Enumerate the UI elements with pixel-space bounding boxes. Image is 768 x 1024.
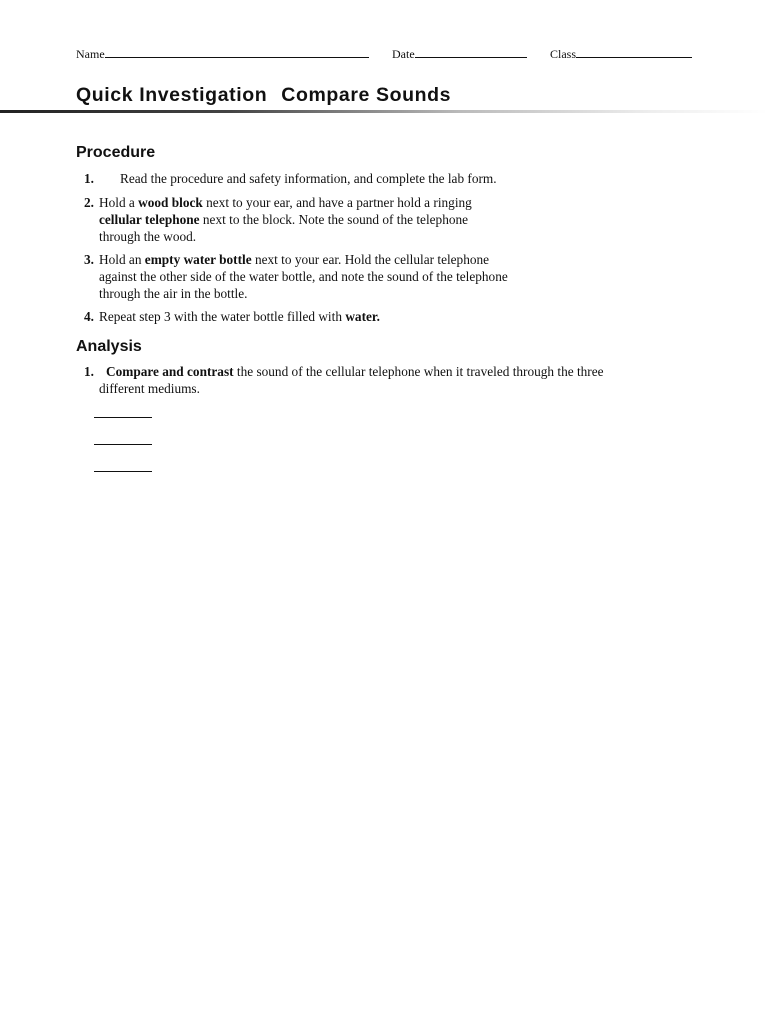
step-number: 1. [84,171,94,186]
date-blank[interactable] [415,46,527,58]
step-number: 4. [84,309,94,324]
procedure-step-2 [84,194,584,245]
analysis-heading: Analysis [76,338,142,355]
procedure-step-4 [84,308,584,325]
procedure-step-3 [84,251,584,302]
page-title [76,82,451,108]
step-text: Hold an empty water bottle next to your ear. Hold the cellular telephone [99,252,490,267]
answer-line[interactable] [94,444,152,445]
question-text: different mediums. [99,381,200,396]
procedure-heading: Procedure [76,144,156,161]
class-field[interactable] [550,46,692,62]
name-field[interactable] [76,46,369,62]
step-number: 3. [84,252,94,267]
title-subject: Compare Sounds [281,84,452,106]
step-text: through the air in the bottle. [99,286,248,301]
title-divider [0,110,768,113]
class-blank[interactable] [576,46,692,58]
answer-line[interactable] [94,471,152,472]
answer-line[interactable] [94,417,152,418]
date-label: Date [392,47,415,61]
step-text: through the wood. [99,229,197,244]
step-text: Repeat step 3 with the water bottle filled with water. [99,309,380,324]
question-number: 1. [84,364,94,379]
date-field[interactable] [392,46,527,62]
title-label: Quick Investigation [76,84,268,106]
step-number: 2. [84,195,94,210]
class-label: Class [550,47,577,61]
step-text: cellular telephone next to the block. Note the sound of the telephone [99,212,469,227]
question-text: Compare and contrast the sound of the cellular telephone when it traveled through the three [106,364,604,379]
procedure-step-1 [84,170,584,187]
step-text: Hold a wood block next to your ear, and have a partner hold a ringing [99,195,472,210]
step-text: against the other side of the water bottle, and note the sound of the telephone [99,269,508,284]
step-text: Read the procedure and safety information, and complete the lab form. [120,171,497,186]
analysis-question-1 [84,363,684,397]
name-blank[interactable] [105,46,369,58]
name-label: Name [76,47,105,61]
